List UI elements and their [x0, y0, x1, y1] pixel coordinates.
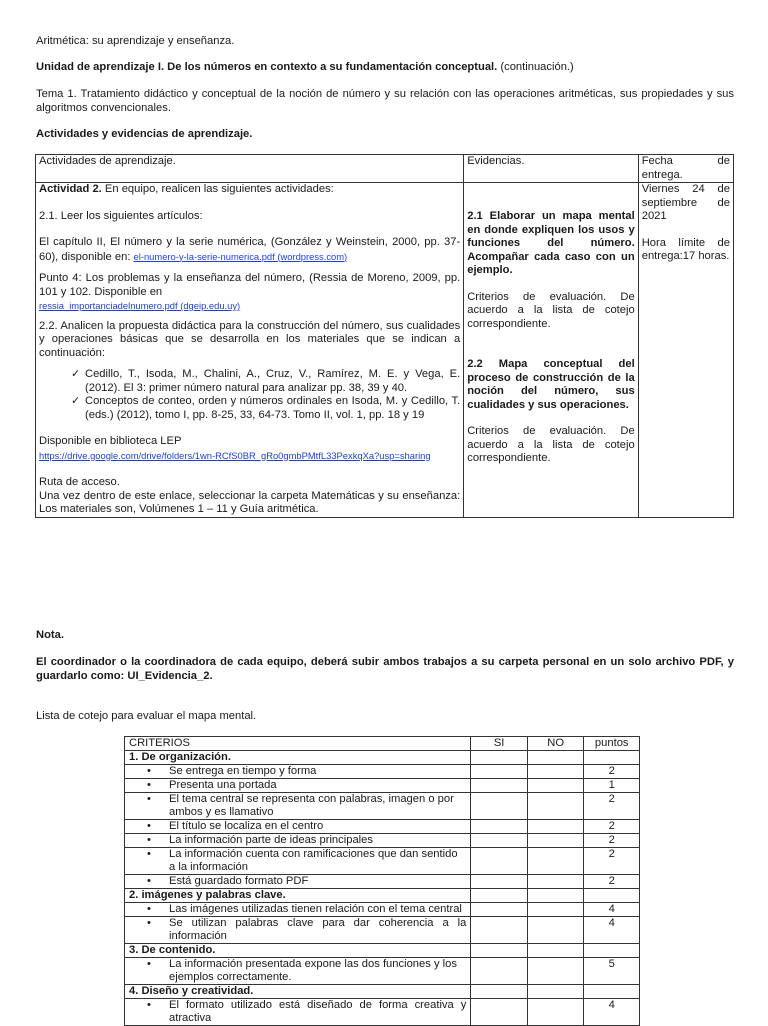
- si-cell[interactable]: [471, 793, 528, 820]
- bullet-icon: •: [147, 903, 151, 915]
- bullet-icon: •: [147, 917, 151, 929]
- section-title: 1. De organización.: [125, 751, 471, 765]
- si-cell[interactable]: [471, 765, 528, 779]
- criterion-text: Se utilizan palabras clave para dar coherencia a la información: [169, 917, 467, 942]
- date-cell: [638, 183, 733, 518]
- checkmark-icon: ✓: [71, 395, 81, 407]
- criteria-2-2: Criterios de evaluación. De acuerdo a la lista de cotejo correspondiente.: [467, 425, 635, 464]
- material-item-1: [69, 368, 460, 395]
- header-evidences: Evidencias.: [464, 155, 639, 183]
- header-date: Fecha de entrega.: [638, 155, 733, 183]
- evidence-2-1: 2.1 Elaborar un mapa mental en donde expliquen los usos y funciones del número. Acompañar cada caso con un ejemplo.: [467, 210, 635, 276]
- unit-title-cont: (continuación.): [500, 61, 574, 73]
- material-list: [39, 368, 460, 422]
- points-cell: [584, 889, 640, 903]
- section-title: 3. De contenido.: [125, 944, 471, 958]
- activities-header-row: [36, 155, 734, 183]
- points-cell: 2: [584, 793, 640, 820]
- activity-intro: En equipo, realicen las siguientes actividades:: [101, 183, 334, 195]
- no-cell[interactable]: [527, 793, 584, 820]
- header-activities: Actividades de aprendizaje.: [36, 155, 464, 183]
- evidence-cell: [464, 183, 639, 518]
- criterion-text: Presenta una portada: [169, 779, 277, 791]
- article1: [39, 236, 460, 264]
- criterion-text: El formato utilizado está diseñado de forma creativa y atractiva: [169, 999, 467, 1024]
- section-title: 2. imágenes y palabras clave.: [125, 889, 471, 903]
- points-cell: [584, 985, 640, 999]
- points-cell: 4: [584, 917, 640, 944]
- criterion-text: Está guardado formato PDF: [169, 875, 309, 887]
- criterion-text: La información cuenta con ramificaciones que dan sentido a la información: [169, 848, 458, 873]
- points-cell: [584, 944, 640, 958]
- si-cell[interactable]: [471, 917, 528, 944]
- no-cell[interactable]: [527, 917, 584, 944]
- si-cell[interactable]: [471, 779, 528, 793]
- bullet-icon: •: [147, 779, 151, 791]
- article1-link[interactable]: el-numero-y-la-serie-numerica.pdf (wordpress.com): [133, 250, 348, 262]
- bullet-icon: •: [147, 834, 151, 846]
- criterion: [125, 765, 471, 779]
- si-cell[interactable]: [471, 751, 528, 765]
- criterion-row: [125, 917, 640, 944]
- points-cell: 2: [584, 875, 640, 889]
- criterion: [125, 875, 471, 889]
- col-si: SI: [471, 737, 528, 751]
- criterion-row: [125, 793, 640, 820]
- bullet-icon: •: [147, 875, 151, 887]
- material-item-2-text: Conceptos de conteo, orden y números ordinales en Isoda, M. y Cedillo, T. (eds.) (2012), tomo I, pp. 8-25, 33, 64-73. Tomo II, vol. 1, pp. 18 y 19: [85, 395, 461, 421]
- checkmark-icon: ✓: [71, 368, 81, 380]
- si-cell[interactable]: [471, 875, 528, 889]
- course-title: Aritmética: su aprendizaje y enseñanza.: [36, 35, 235, 47]
- bullet-icon: •: [147, 765, 151, 777]
- criterion-row: [125, 875, 640, 889]
- points-cell: 1: [584, 779, 640, 793]
- criterion: [125, 779, 471, 793]
- criterion: [125, 903, 471, 917]
- criterion-row: [125, 999, 640, 1026]
- material-item-2: [69, 395, 460, 422]
- criterion: [125, 958, 471, 985]
- si-cell[interactable]: [471, 903, 528, 917]
- activity-cell: [36, 183, 464, 518]
- no-cell[interactable]: [527, 875, 584, 889]
- criterion-text: Se entrega en tiempo y forma: [169, 765, 317, 777]
- col-puntos: puntos: [584, 737, 640, 751]
- criterion: [125, 820, 471, 834]
- no-cell[interactable]: [527, 765, 584, 779]
- criterion: [125, 793, 471, 820]
- activity-heading: [39, 183, 460, 197]
- no-cell[interactable]: [527, 903, 584, 917]
- criterion-text: La información presentada expone las dos funciones y los ejemplos correctamente.: [169, 958, 457, 983]
- no-cell[interactable]: [527, 820, 584, 834]
- deadline: Hora límite de entrega:17 horas.: [641, 236, 730, 262]
- si-cell[interactable]: [471, 944, 528, 958]
- criterion-row: [125, 834, 640, 848]
- route-text: Una vez dentro de este enlace, seleccionar la carpeta Matemáticas y su enseñanza: Los materiales son, Volúmenes 1 – 11 y Guía aritmética.: [39, 489, 461, 515]
- article2: [39, 272, 460, 314]
- points-cell: 2: [584, 848, 640, 875]
- si-cell[interactable]: [471, 958, 528, 985]
- note-text: El coordinador o la coordinadora de cada equipo, deberá subir ambos trabajos a su carpeta personal en un solo archivo PDF, y guardarlo como: UI_Evidencia_2.: [36, 656, 734, 682]
- criterion-row: [125, 958, 640, 985]
- bullet-icon: •: [147, 999, 151, 1011]
- points-cell: 2: [584, 820, 640, 834]
- article2-link[interactable]: ressia_importanciadelnumero.pdf (dgeip.edu.uy): [39, 300, 241, 311]
- checklist-caption: Lista de cotejo para evaluar el mapa mental.: [36, 710, 257, 722]
- si-cell[interactable]: [471, 848, 528, 875]
- section-row: [125, 944, 640, 958]
- criterion: [125, 834, 471, 848]
- criterion-row: [125, 903, 640, 917]
- criterion-text: El tema central se representa con palabras, imagen o por ambos y es llamativo: [169, 793, 454, 818]
- criterion: [125, 848, 471, 875]
- section-row: [125, 751, 640, 765]
- material-item-1-text: Cedillo, T., Isoda, M., Chalini, A., Cruz, V., Ramírez, M. E. y Vega, E. (2012). El 3: primer número natural para analizar pp. 38, 39 y 40.: [85, 368, 461, 394]
- no-cell[interactable]: [527, 834, 584, 848]
- bullet-icon: •: [147, 793, 151, 805]
- bullet-icon: •: [147, 848, 151, 860]
- criterion: [125, 917, 471, 944]
- activities-table: [35, 154, 734, 518]
- criteria-2-1: Criterios de evaluación. De acuerdo a la lista de cotejo correspondiente.: [467, 290, 635, 330]
- si-cell[interactable]: [471, 834, 528, 848]
- bullet-icon: •: [147, 958, 151, 970]
- si-cell[interactable]: [471, 985, 528, 999]
- si-cell[interactable]: [471, 999, 528, 1026]
- col-criterios: CRITERIOS: [125, 737, 471, 751]
- evidence-2-2: 2.2 Mapa conceptual del proceso de construcción de la noción del número, sus cualidades y sus operaciones.: [467, 358, 635, 411]
- points-cell: 4: [584, 999, 640, 1026]
- note-title: Nota.: [36, 629, 64, 641]
- route-title: Ruta de acceso.: [39, 476, 120, 488]
- no-cell[interactable]: [527, 848, 584, 875]
- activity-title: Actividad 2.: [39, 183, 102, 195]
- points-cell: [584, 751, 640, 765]
- library-link[interactable]: https://drive.google.com/drive/folders/1wn-RCfS0BR_gRo0gmbPMtfL33PexkqXa?usp=sharing: [39, 449, 431, 461]
- section-title: Actividades y evidencias de aprendizaje.: [36, 128, 253, 140]
- bullet-icon: •: [147, 820, 151, 832]
- theme-text: Tema 1. Tratamiento didáctico y conceptual de la noción de número y su relación con las operaciones aritméticas, sus propiedades y sus algoritmos convencionales.: [36, 88, 734, 114]
- criterion: [125, 999, 471, 1026]
- col-no: NO: [527, 737, 584, 751]
- no-cell[interactable]: [527, 751, 584, 765]
- points-cell: 2: [584, 765, 640, 779]
- no-cell[interactable]: [527, 999, 584, 1026]
- criterion-text: El título se localiza en el centro: [169, 820, 324, 832]
- no-cell[interactable]: [527, 779, 584, 793]
- no-cell[interactable]: [527, 944, 584, 958]
- section-row: [125, 889, 640, 903]
- points-cell: 4: [584, 903, 640, 917]
- delivery-date: Viernes 24 de septiembre de 2021: [641, 183, 730, 222]
- section-title: 4. Diseño y creatividad.: [125, 985, 471, 999]
- criterion-text: La información parte de ideas principales: [169, 834, 373, 846]
- section-row: [125, 985, 640, 999]
- library-text: Disponible en biblioteca LEP: [39, 435, 182, 447]
- unit-title: [36, 61, 574, 75]
- library-link-line: [39, 449, 460, 464]
- article1-text: El capítulo II, El número y la serie numérica, (González y Weinstein, 2000, pp. 37-60), disponible en:: [39, 236, 461, 263]
- article2-text: Punto 4: Los problemas y la enseñanza del número, (Ressia de Moreno, 2009, pp. 101 y 102. Disponible en: [39, 272, 461, 298]
- criterion-row: [125, 765, 640, 779]
- points-cell: 5: [584, 958, 640, 985]
- points-cell: 2: [584, 834, 640, 848]
- si-cell[interactable]: [471, 889, 528, 903]
- si-cell[interactable]: [471, 820, 528, 834]
- criterion-text: Las imágenes utilizadas tienen relación con el tema central: [169, 903, 462, 915]
- unit-title-bold: Unidad de aprendizaje I. De los números en contexto a su fundamentación conceptual.: [36, 61, 498, 73]
- item-2-1: 2.1. Leer los siguientes artículos:: [39, 209, 203, 222]
- item-2-2: 2.2. Analicen la propuesta didáctica para la construcción del número, sus cualidades y operaciones básicas que se desarrolla en los materiales que se indican a continuación:: [39, 319, 461, 359]
- no-cell[interactable]: [527, 985, 584, 999]
- checklist-table: [124, 736, 640, 1026]
- criterion-row: [125, 779, 640, 793]
- criterion-row: [125, 848, 640, 875]
- checklist-header-row: [125, 737, 640, 751]
- no-cell[interactable]: [527, 958, 584, 985]
- no-cell[interactable]: [527, 889, 584, 903]
- criterion-row: [125, 820, 640, 834]
- activities-body-row: [36, 183, 734, 518]
